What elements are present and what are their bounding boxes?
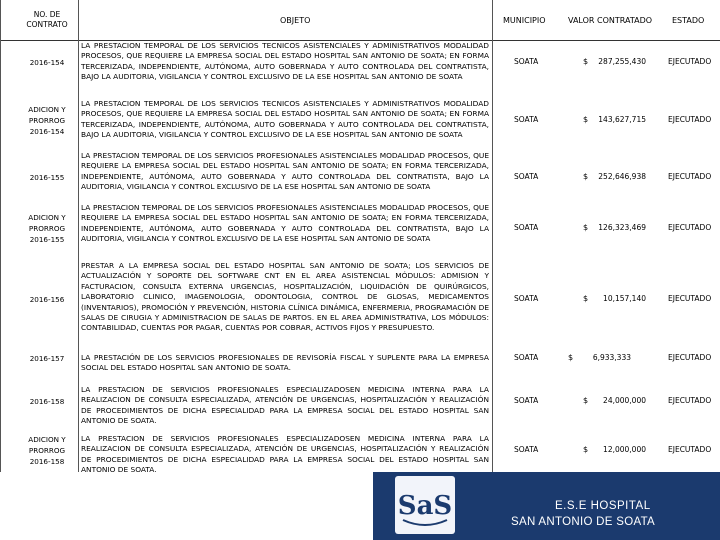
contract-municipio: SOATA [514,396,539,405]
header-municipio: MUNICIPIO [503,16,546,25]
contract-value: 287,255,430 [598,57,646,66]
contract-value: 6,933,333 [592,353,631,362]
contract-status: EJECUTADO [668,396,712,405]
table-row [0,384,720,428]
contract-status: EJECUTADO [668,445,712,454]
contract-number: 2016-154 [29,58,65,67]
table-row [0,202,720,254]
contract-municipio: SOATA [514,115,539,124]
contract-status: EJECUTADO [668,223,712,232]
contract-status: EJECUTADO [668,294,712,303]
contract-object: LA PRESTACION TEMPORAL DE LOS SERVICIOS TECNICOS ASISTENCIALES Y ADMINISTRATIVOS MODALIDAD PROCESOS, QUE REQUIERE LA EMPRESA SOCIAL DEL ESTADO HOSPITAL SAN ANTONIO DE SOATA; EN FORMA TERCERIZADA, INDEPENDIENTE, AUTÓNOMA, AUTO GOBERNADA Y AUTO CONTROLADA DEL CONTRATISTA, BAJO LA AUDITORIA, VIGILANCIA Y CONTROL EXCLUSIVO DE LA ESE HOSPITAL SAN ANTONIO DE SOATA [81,41,489,82]
contract-value: 143,627,715 [598,115,646,124]
contract-object: LA PRESTACION DE SERVICIOS PROFESIONALES ESPECIALIZADOSEN MEDICINA INTERNA PARA LA REALIZACION DE CONSULTA ESPECIALIZADA, ATENCIÓN DE URGENCIAS, HOSPITALIZACIÓN Y REALIZACIÓN DE PROCEDIMIENTOS DE DICHA ESPECIALIDAD PARA LA EMPRESA SOCIAL DEL ESTADO HOSPITAL SAN ANTONIO DE SOATA. [81,434,489,475]
header-contrato: NO. DE CONTRATO [26,10,68,29]
svg-text:SaS: SaS [397,491,453,521]
currency-symbol: $ [583,396,589,405]
table-row [0,40,720,94]
contract-object: LA PRESTACION TEMPORAL DE LOS SERVICIOS TECNICOS ASISTENCIALES Y ADMINISTRATIVOS MODALIDAD PROCESOS, QUE REQUIERE LA EMPRESA SOCIAL DEL ESTADO HOSPITAL SAN ANTONIO DE SOATA; EN FORMA TERCERIZADA, INDEPENDIENTE, AUTÓNOMA, AUTO GOBERNADA Y AUTO CONTROLADA DEL CONTRATISTA, BAJO LA AUDITORIA, VIGILANCIA Y CONTROL EXCLUSIVO DE LA ESE HOSPITAL SAN ANTONIO DE SOATA [81,99,489,140]
contract-municipio: SOATA [514,223,539,232]
contract-object: LA PRESTACION TEMPORAL DE LOS SERVICIOS PROFESIONALES ASISTENCIALES MODALIDAD PROCESOS, QUE REQUIERE LA EMPRESA SOCIAL DEL ESTADO HOSPITAL SAN ANTONIO DE SOATA; EN FORMA TERCERIZADA, INDEPENDIENTE, AUTÓNOMA, AUTO GOBERNADA Y AUTO CONTROLADA DEL CONTRATISTA, BAJO LA AUDITORIA, VIGILANCIA Y CONTROL EXCLUSIVO DE LA ESE HOSPITAL SAN ANTONIO DE SOATA [81,203,489,244]
table-row [0,98,720,150]
table-row [0,433,720,473]
contract-municipio: SOATA [514,294,539,303]
contract-status: EJECUTADO [668,172,712,181]
contract-number: 2016-156 [29,295,65,304]
logo-title: E.S.E HOSPITAL [555,500,651,512]
contract-object: LA PRESTACION TEMPORAL DE LOS SERVICIOS PROFESIONALES ASISTENCIALES MODALIDAD PROCESOS, QUE REQUIERE LA EMPRESA SOCIAL DEL ESTADO HOSPITAL SAN ANTONIO DE SOATA; EN FORMA TERCERIZADA, INDEPENDIENTE, AUTÓNOMA, AUTO GOBERNADA Y AUTO CONTROLADA DEL CONTRATISTA, BAJO LA AUDITORIA, VIGILANCIA Y CONTROL EXCLUSIVO DE LA ESE HOSPITAL SAN ANTONIO DE SOATA [81,151,489,192]
contract-number: 2016-158 [29,397,65,406]
header-estado: ESTADO [672,16,705,25]
contract-status: EJECUTADO [668,57,712,66]
contract-number: 2016-155 [29,173,65,182]
contract-status: EJECUTADO [668,115,712,124]
contract-number: ADICION Y PRORROG 2016-158 [28,435,66,466]
currency-symbol: $ [583,445,589,454]
contract-value: 10,157,140 [603,294,646,303]
contract-municipio: SOATA [514,353,539,362]
contract-object: LA PRESTACIÓN DE LOS SERVICIOS PROFESIONALES DE REVISORÍA FISCAL Y SUPLENTE PARA LA EMPRESA SOCIAL DEL ESTADO HOSPITAL SAN ANTONIO DE SOATA. [81,353,489,373]
currency-symbol: $ [583,294,589,303]
currency-symbol: $ [583,172,589,181]
contract-value: 24,000,000 [603,396,646,405]
contract-status: EJECUTADO [668,353,712,362]
contract-municipio: SOATA [514,57,539,66]
hospital-logo-icon [395,476,455,534]
currency-symbol: $ [583,57,589,66]
contract-municipio: SOATA [514,172,539,181]
contract-number: ADICION Y PRORROG 2016-155 [28,213,66,244]
contract-value: 126,323,469 [598,223,646,232]
contract-value: 252,646,938 [598,172,646,181]
header-objeto: OBJETO [280,16,311,25]
table-row [0,260,720,346]
currency-symbol: $ [568,353,574,362]
contract-municipio: SOATA [514,445,539,454]
currency-symbol: $ [583,223,589,232]
contract-value: 12,000,000 [603,445,646,454]
hospital-logo-banner [373,472,720,540]
contract-number: 2016-157 [29,354,65,363]
contract-number: ADICION Y PRORROG 2016-154 [28,105,66,136]
logo-subtitle: SAN ANTONIO DE SOATA [511,516,656,528]
table-row [0,352,720,376]
table-row [0,150,720,202]
contract-object: LA PRESTACION DE SERVICIOS PROFESIONALES ESPECIALIZADOSEN MEDICINA INTERNA PARA LA REALIZACION DE CONSULTA ESPECIALIZADA, ATENCIÓN DE URGENCIAS, HOSPITALIZACIÓN Y REALIZACIÓN DE PROCEDIMIENTOS DE DICHA ESPECIALIDAD PARA LA EMPRESA SOCIAL DEL ESTADO HOSPITAL SAN ANTONIO DE SOATA. [81,385,489,426]
currency-symbol: $ [583,115,589,124]
header-valor: VALOR CONTRATADO [568,16,653,25]
table-header [0,0,720,41]
contract-object: PRESTAR A LA EMPRESA SOCIAL DEL ESTADO HOSPITAL SAN ANTONIO DE SOATA; LOS SERVICIOS DE ACTUALIZACIÓN Y SOPORTE DEL SOFTWARE CNT EN EL AREA ASISTENCIAL MÓDULOS: ADMISION Y FACTURACION, CONSULTA EXTERNA URGENCIAS, HOSPITALIZACIÓN, LIQUIDACIÓN DE QUIRÚRGICOS, LABORATORIO CLINICO, IMAGENOLOGIA, ODONTOLOGIA, CONTROL DE GLOSAS, MEDICAMENTOS (INVENTARIOS), PROMOCIÓN Y PREVENCIÓN, HISTORIA CLÍNICA DINÁMICA, ENFERMERIA, PROGRAMACIÓN DE SALAS DE CIRUGIA Y ADMINISTRACION DE SALAS DE PARTOS. EN EL AREA ADMINISTRATIVA, LOS MÓDULOS: CONTABILIDAD, CUENTAS POR PAGAR, CUENTAS POR COBRAR, ACTIVOS FIJOS Y PRESUPUESTO. [81,261,489,333]
